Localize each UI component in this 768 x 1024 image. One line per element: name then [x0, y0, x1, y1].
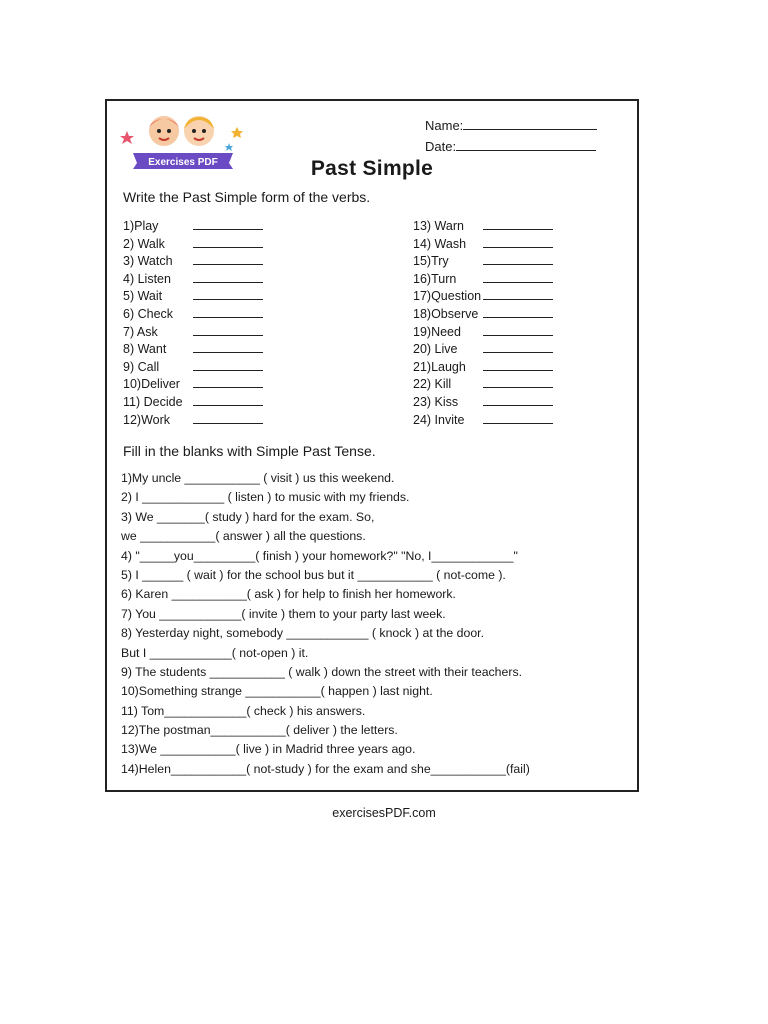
name-field[interactable]: [425, 118, 597, 133]
sentence-item[interactable]: 7) You ____________( invite ) them to your party last week.: [121, 606, 446, 621]
sentence-item[interactable]: 14)Helen___________( not-study ) for the exam and she___________(fail): [121, 761, 530, 776]
answer-blank[interactable]: [193, 325, 263, 336]
answer-blank[interactable]: [483, 307, 553, 318]
verb-item: 19)Need: [413, 325, 553, 343]
verb-item: 16)Turn: [413, 272, 553, 290]
answer-blank[interactable]: [193, 254, 263, 265]
answer-blank[interactable]: [483, 219, 553, 230]
answer-blank[interactable]: [193, 289, 263, 300]
sentence-item[interactable]: 9) The students ___________ ( walk ) down the street with their teachers.: [121, 664, 523, 679]
star-icon: [120, 127, 243, 151]
sentence-item[interactable]: 13)We ___________( live ) in Madrid three years ago.: [121, 742, 416, 757]
answer-blank[interactable]: [483, 395, 553, 406]
sentence-item[interactable]: we ___________( answer ) all the questions.: [121, 529, 366, 544]
section2-instruction: Fill in the blanks with Simple Past Tense.: [123, 443, 376, 459]
answer-blank[interactable]: [193, 377, 263, 388]
answer-blank[interactable]: [193, 395, 263, 406]
answer-blank[interactable]: [483, 272, 553, 283]
name-line[interactable]: [463, 129, 597, 130]
verb-list-right: [413, 219, 553, 430]
verb-item: 10)Deliver: [123, 377, 263, 395]
verb-item: 4) Listen: [123, 272, 263, 290]
verb-list-left: [123, 219, 263, 430]
answer-blank[interactable]: [193, 307, 263, 318]
verb-item: 21)Laugh: [413, 360, 553, 378]
answer-blank[interactable]: [193, 342, 263, 353]
worksheet: [105, 99, 639, 792]
verb-item: 11) Decide: [123, 395, 263, 413]
logo-text: Exercises PDF: [148, 157, 218, 168]
sentence-item[interactable]: 6) Karen ___________( ask ) for help to finish her homework.: [121, 587, 456, 602]
verb-item: 22) Kill: [413, 377, 553, 395]
answer-blank[interactable]: [483, 342, 553, 353]
verb-item: 20) Live: [413, 342, 553, 360]
verb-item: 23) Kiss: [413, 395, 553, 413]
answer-blank[interactable]: [193, 360, 263, 371]
footer-source: exercisesPDF.com: [332, 806, 436, 820]
date-field[interactable]: [425, 139, 596, 154]
sentence-list: [121, 471, 633, 781]
verb-item: 7) Ask: [123, 325, 263, 343]
section1-instruction: Write the Past Simple form of the verbs.: [123, 189, 371, 205]
answer-blank[interactable]: [193, 413, 263, 424]
answer-blank[interactable]: [483, 325, 553, 336]
verb-item: 14) Wash: [413, 237, 553, 255]
sentence-item[interactable]: 3) We _______( study ) hard for the exam. So,: [121, 509, 375, 524]
sentence-item[interactable]: 2) I ____________ ( listen ) to music with my friends.: [121, 490, 410, 505]
sentence-item[interactable]: 4) "_____you_________( finish ) your homework?" "No, I____________": [121, 548, 518, 563]
answer-blank[interactable]: [483, 413, 553, 424]
verb-item: 8) Want: [123, 342, 263, 360]
page-title: Past Simple: [310, 157, 434, 180]
verb-item: 1)Play: [123, 219, 263, 237]
verb-item: 13) Warn: [413, 219, 553, 237]
sentence-item[interactable]: 1)My uncle ___________ ( visit ) us this weekend.: [121, 471, 395, 485]
sentence-item[interactable]: 12)The postman___________( deliver ) the letters.: [121, 723, 398, 738]
answer-blank[interactable]: [193, 237, 263, 248]
date-line[interactable]: [456, 150, 596, 151]
sentence-item[interactable]: 11) Tom____________( check ) his answers.: [121, 703, 366, 718]
verb-item: 2) Walk: [123, 237, 263, 255]
verb-item: 9) Call: [123, 360, 263, 378]
answer-blank[interactable]: [483, 289, 553, 300]
verb-item: 18)Observe: [413, 307, 553, 325]
answer-blank[interactable]: [483, 237, 553, 248]
verb-item: 5) Wait: [123, 289, 263, 307]
date-label: Date:: [425, 139, 457, 154]
kids-icon: [149, 116, 214, 146]
answer-blank[interactable]: [193, 219, 263, 230]
verb-item: 24) Invite: [413, 413, 553, 431]
name-label: Name:: [425, 118, 464, 133]
verb-item: 12)Work: [123, 413, 263, 431]
verb-item: 17)Question: [413, 289, 553, 307]
sentence-item[interactable]: 8) Yesterday night, somebody ____________ ( knock ) at the door.: [121, 626, 485, 641]
verb-item: 6) Check: [123, 307, 263, 325]
sentence-item[interactable]: But I ____________( not-open ) it.: [121, 645, 309, 660]
answer-blank[interactable]: [483, 360, 553, 371]
sentence-item[interactable]: 10)Something strange ___________( happen ) last night.: [121, 684, 433, 699]
verb-item: 15)Try: [413, 254, 553, 272]
sentence-item[interactable]: 5) I ______ ( wait ) for the school bus but it ___________ ( not-come ).: [121, 567, 506, 582]
answer-blank[interactable]: [483, 377, 553, 388]
verb-item: 3) Watch: [123, 254, 263, 272]
answer-blank[interactable]: [193, 272, 263, 283]
answer-blank[interactable]: [483, 254, 553, 265]
